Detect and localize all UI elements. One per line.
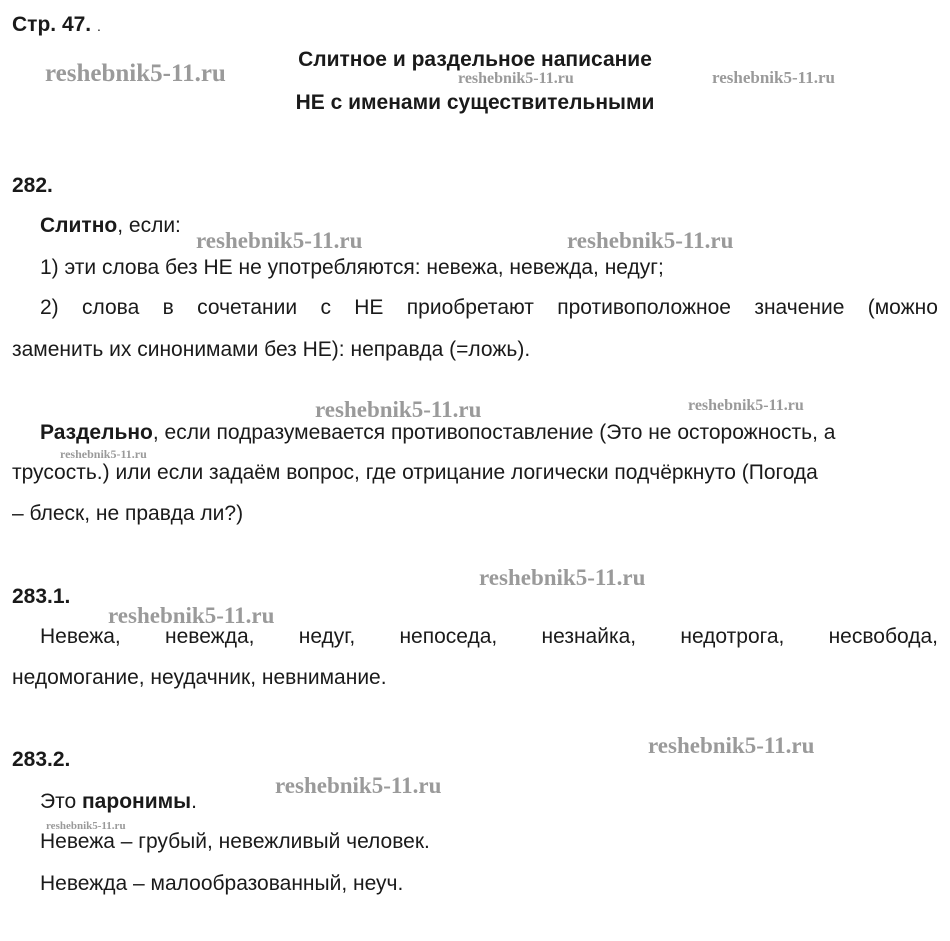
rule-razdelno-line3: – блеск, не правда ли?) xyxy=(12,502,244,525)
watermark: reshebnik5-11.ru xyxy=(458,70,574,87)
exercise-283-1-number: 283.1. xyxy=(12,585,71,608)
watermark: reshebnik5-11.ru xyxy=(567,228,734,253)
exercise-283-1-line2: недомогание, неудачник, невнимание. xyxy=(12,666,387,689)
watermark: reshebnik5-11.ru xyxy=(275,773,442,798)
definition-nevezhda: Невежда – малообразованный, неуч. xyxy=(40,872,404,895)
watermark: reshebnik5-11.ru xyxy=(108,603,275,628)
watermark: reshebnik5-11.ru xyxy=(315,397,482,422)
rule-slitno-heading xyxy=(40,213,181,239)
exercise-283-2-number: 283.2. xyxy=(12,748,71,771)
slitno-label: Слитно xyxy=(40,214,118,237)
watermark: reshebnik5-11.ru xyxy=(45,60,226,87)
watermark: reshebnik5-11.ru xyxy=(688,397,804,414)
razdelno-label: Раздельно xyxy=(40,421,153,444)
rule-2-line2: заменить их синонимами без НЕ): неправда (=ложь). xyxy=(12,338,531,361)
watermark: reshebnik5-11.ru xyxy=(196,228,363,253)
exercise-282-number: 282. xyxy=(12,174,53,197)
slitno-rest: , если: xyxy=(117,214,181,237)
page-number: Стр. 47. . xyxy=(12,13,101,36)
razdelno-rest: , если подразумевается противопоставление (Это не осторожность, а xyxy=(152,421,836,444)
watermark: reshebnik5-11.ru xyxy=(712,68,835,87)
watermark: reshebnik5-11.ru xyxy=(648,733,815,758)
rule-razdelno-line1 xyxy=(40,420,835,446)
paronyms-term: паронимы xyxy=(82,790,192,813)
paronyms-intro: Это паронимы. xyxy=(40,790,197,813)
watermark: reshebnik5-11.ru xyxy=(60,447,147,461)
page-subtitle: НЕ с именами существительными xyxy=(295,91,655,114)
rule-1: 1) эти слова без НЕ не употребляются: невежа, невежда, недуг; xyxy=(40,256,664,279)
watermark: reshebnik5-11.ru xyxy=(479,565,646,590)
exercise-283-1-line1: Невежа, невежда, недуг, непоседа, незнайка, недотрога, несвобода, xyxy=(40,625,938,648)
page-title: Слитное и раздельное написание xyxy=(298,48,652,71)
rule-2-line1: 2) слова в сочетании с НЕ приобретают противоположное значение (можно xyxy=(40,296,938,319)
rule-razdelno-line2: трусость.) или если задаём вопрос, где отрицание логически подчёркнуто (Погода xyxy=(12,461,818,484)
definition-nevezha: Невежа – грубый, невежливый человек. xyxy=(40,830,430,853)
watermark: reshebnik5-11.ru xyxy=(46,820,126,832)
